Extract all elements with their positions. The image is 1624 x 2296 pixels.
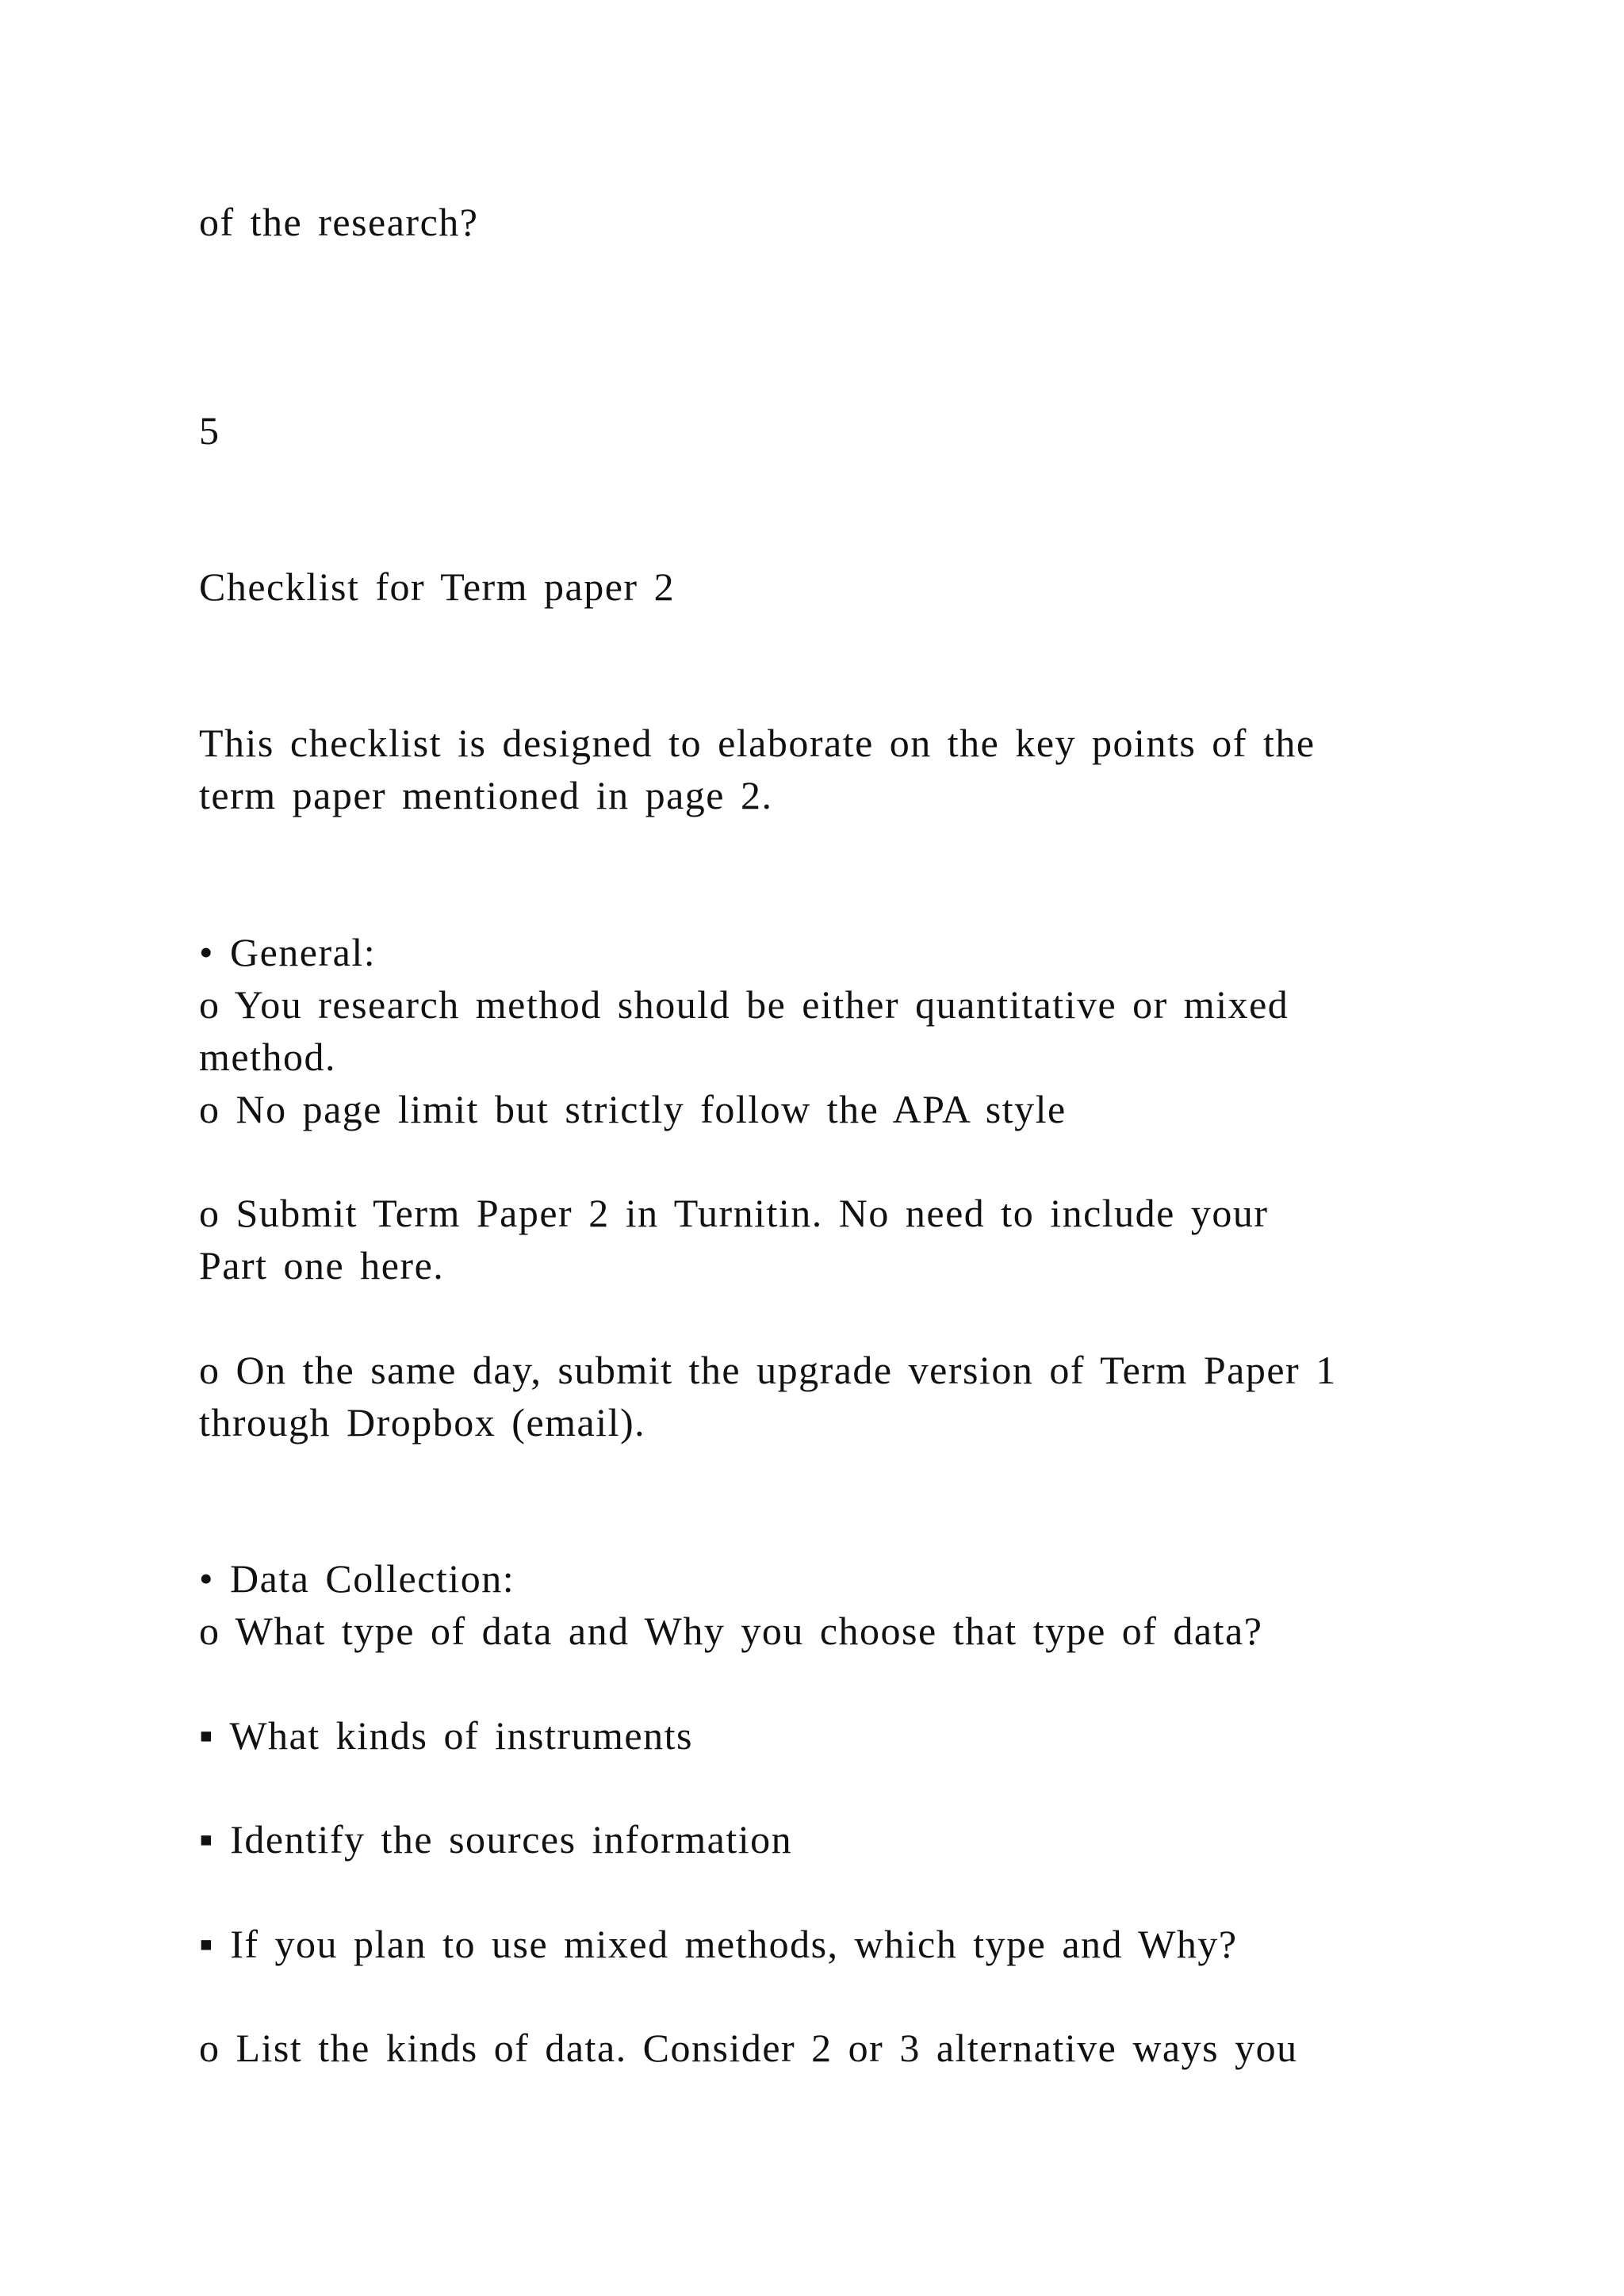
- data-subitem-mixed-methods: ▪ If you plan to use mixed methods, which type and Why?: [199, 1922, 1238, 1966]
- section-heading: Checklist for Term paper 2: [199, 564, 676, 609]
- data-subitem-instruments: ▪ What kinds of instruments: [199, 1713, 693, 1758]
- general-item-submit-line-2: Part one here.: [199, 1243, 445, 1288]
- intro-line-2: term paper mentioned in page 2.: [199, 773, 773, 817]
- data-subitem-sources: ▪ Identify the sources information: [199, 1817, 793, 1862]
- text-line-continuation: of the research?: [199, 200, 479, 244]
- data-item-type: o What type of data and Why you choose that type of data?: [199, 1609, 1263, 1653]
- general-item-dropbox-line-2: through Dropbox (email).: [199, 1400, 646, 1445]
- general-item-method-line-2: method.: [199, 1035, 336, 1079]
- page-number: 5: [199, 408, 220, 453]
- bullet-data-collection: • Data Collection:: [199, 1556, 515, 1601]
- general-item-submit-line-1: o Submit Term Paper 2 in Turnitin. No need to include your: [199, 1191, 1269, 1235]
- data-item-list-kinds: o List the kinds of data. Consider 2 or 3 alternative ways you: [199, 2026, 1298, 2070]
- general-item-method-line-1: o You research method should be either quantitative or mixed: [199, 982, 1289, 1027]
- general-item-dropbox-line-1: o On the same day, submit the upgrade version of Term Paper 1: [199, 1348, 1337, 1392]
- general-item-page-limit: o No page limit but strictly follow the APA style: [199, 1087, 1067, 1131]
- bullet-general: • General:: [199, 930, 377, 974]
- intro-line-1: This checklist is designed to elaborate on the key points of the: [199, 721, 1316, 765]
